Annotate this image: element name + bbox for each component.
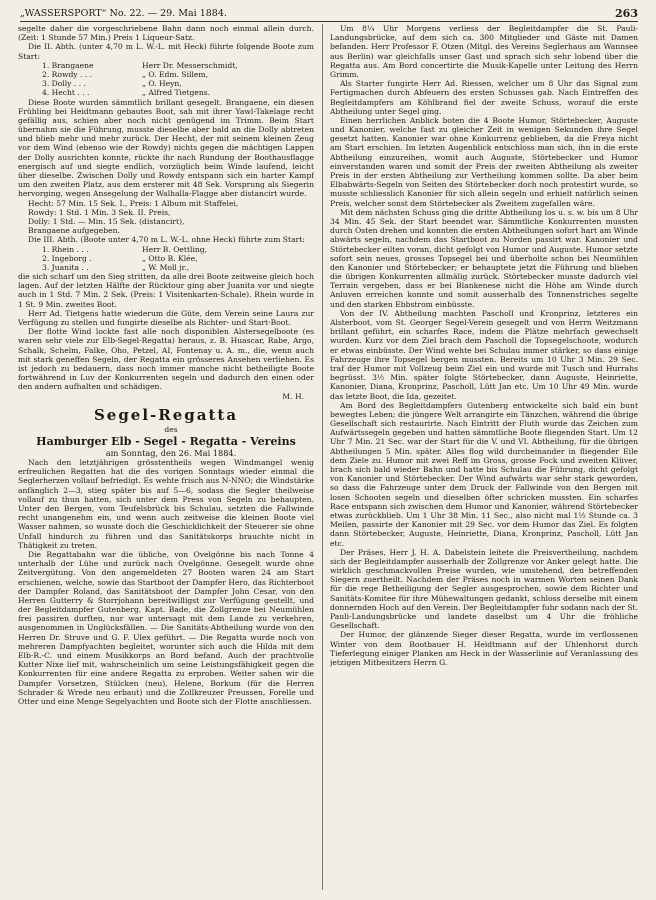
boat-name: 3. Dolly . . . (42, 79, 86, 89)
paragraph: Um 8¼ Uhr Morgens verliess der Begleitdampfer die St. Pauli-Landungsbrücke, auf dem sich ca. 300 Mitglieder und Gäste mit Damen befanden. Herr Professor F. Otzen (Mitgl. des Vereins Seglerhaus am Wannsee aus Berlin) war gleichfalls unser Gast und sprach sich sehr lobend über die Regatta aus. Am Bord concertirte die Musik-Kapelle unter Leitung des Herrn Grimm. (330, 24, 638, 79)
paragraph: Die III. Abth. (Boote unter 4,70 m L. W.-L. ohne Heck) führte zum Start: (28, 235, 305, 245)
left-column (18, 24, 314, 894)
owner-name: Herr B. Oettling, (142, 244, 208, 254)
paragraph: Nach den letztjährigen grösstentheils wegen Windmangel wenig erfreulichen Regatten hat die des vorigen Sonntags wieder einmal die Seglerherzen vollauf befriedigt. Es wehte frisch aus N-NNO; die Windstärke anfänglich 2—3, stieg später bis auf 5—6, sodass die Segler theilweise vollauf zu thun hatten, sich unter dem Press von Segeln zu behaupten. Unter den Bergen, vom Teufelsbrück bis Schulau, setzten die Fallwinde recht unangenehm ein, und wenn auch zeitweise die kleinen Boote viel Wasser nahmen, so wusste doch die Geschicklichkeit der Steuerer sie ohne Unfall hindurch zu führen und das Sanitätskorps brauchte nicht in Thätigkeit zu treten. (18, 458, 314, 550)
paragraph: Als Starter fungirte Herr Ad. Riessen, welcher um 8 Uhr das Signal zum Fertigmachen durch Abfeuern des ersten Schusses gab. Nach Eintreffen des Begleitdampfers am Köhlbrand fiel der zweite Schuss, worauf die erste Abtheilung unter Segel ging. (330, 79, 638, 116)
owner-name: „ O. Heyn, (142, 79, 182, 89)
paragraph: Einen herrlichen Anblick boten die 4 Boote Humor, Störtebecker, Auguste und Kanonier, welche fast zu gleicher Zeit in wenigen Sekunden ihre Segel gesetzt hatten. Kanonier war ohne Konkurrenz geblieben, da die Freya nicht am Start erschien. Im letzten Augenblick entschloss man sich, ihn in die erste Abtheilung einzureihen, womit auch Auguste, Störtebecker und Humor einverstanden waren und somit der Preis der zweiten Abtheilung als zweiter Preis in der ersten Abtheilung zur Vertheilung kommen sollte. Da aber beim Elbabwärts-Segeln von Seiten des Störtebecker doch noch protestirt wurde, so musste schliesslich Kanonier für sich allein segeln und erhielt natürlich seinen Preis, welcher sonst dem Störtebecker als Zweitem zugefallen wäre. (330, 115, 638, 208)
author-signature: M. H. (282, 391, 304, 401)
result-line: Rowdy: 1 Std. 1 Min. 3 Sek. II. Preis, (28, 207, 171, 217)
header-rule (20, 21, 638, 22)
paragraph: Der flotte Wind lockte fast alle noch disponiblen Alstersegelboote (es waren sehr viele zur Elb-Segel-Regatta) heraus, z. B. Huascar, Rabe, Argo, Schalk, Schelm, Falke, Oho, Petzel, AI, Fontenay u. A. m., die, wenn auch mit stark geneffen Segeln, der Regatta ein grösseres Ansehen verliehen. Es ist jedoch zu bedauern, dass noch immer manche nicht betheiligte Boote fortwährend in Luv der Konkurrenten segeln und dadurch den einen oder den andern aufhalten und schädigen. (18, 327, 314, 392)
paragraph: die sich scharf um den Sieg stritten, da alle drei Boote zeitweise gleich hoch lagen. Auf der letzten Hälfte der Rücktour ging aber Juanita vor und siegte auch in 1 Std. 7 Min. 2 Sek. (Preis: 1 Visitenkarten-Schale). Rhein wurde in 1 St. 9 Min. zweites Boot. (18, 272, 314, 309)
page-number: 263 (615, 6, 638, 20)
boat-name: 3. Juanita . . (42, 262, 89, 272)
entry-row (18, 245, 314, 254)
owner-name: „ Alfred Tietgens. (142, 88, 211, 98)
result-line: Hecht: 57 Min. 15 Sek. I., Preis: 1 Album mit Staffelei, (28, 198, 239, 208)
boat-name: 1. Brangaene (42, 60, 94, 70)
result-line: Dolly: 1 Std. — Min. 15 Sek. (distancirt), (28, 216, 185, 226)
owner-name: „ Otto B. Klée, (142, 253, 198, 263)
entry-row (18, 263, 314, 272)
boat-name: 2. Ingeborg . (42, 253, 92, 263)
paragraph: Mit dem nächsten Schuss ging die dritte Abtheilung los u. s. w. bis um 8 Uhr 34 Min. 45 Sek. der Start beendet war. Sämmtliche Konkurrenten mussten durch Osten drehen und konnten die ersten Abtheilungen sofort hart am Winde abwärts segeln, nachdem das Startboot zu Norden passirt war. Kanonier und Störtebecker eilten voran, dicht gefolgt von Humor und Auguste. Humor setzte sofort sein neues, grosses Topsegel bei und überholte schon bei Neumühlen den Kanonier und Störtebecker; er behauptete jetzt die Führung und blieben die übrigen Konkurrenten allmälig zurück. Störtebecker musste dadurch viel Terrain vergeben, dass er bei Blankenese nicht die Höhe am Winde durch Anluven erreichen konnte und somit ausserhalb des Tonnenstriches segelte und den starken Ebbstrom einbüsste. (330, 207, 638, 309)
right-column (330, 24, 638, 894)
paragraph: segelte daher die vorgeschriebene Bahn dann noch einmal allein durch. (Zeit: 1 Stunde 57 Min.) Preis 1 Liqueur-Satz. (18, 24, 314, 43)
paragraph: Diese Boote wurden sämmtlich brillant gesegelt. Brangaene, ein diesen Frühling bei Heidtmann gebautes Boot, sah mit ihrer Yawl-Takelage recht gefällig aus, schien aber noch nicht genügend im Trimm. Beim Start übernahm sie die Führung, musste dieselbe aber bald an die Dolly abtreten und blieb mehr und mehr zurück. Der Hecht, der mit seinem kleinen Zeug vor dem Wind (ebenso wie der Rowdy) nichts gegen die mächtigen Lappen der Dolly ausrichten konnte, rückte ihr nach Rundung der Boothausflagge energisch auf und siegte endlich, vorzüglich beim Winde laufend, leicht über dieselbe. Zwischen Dolly und Rowdy entspann sich ein harter Kampf um den zweiten Platz, aus dem ersterer mit 48 Sek. Vorsprung als Siegerin hervorging, wegen Ansegelung der Walhalla-Flagge aber distancirt wurde. (18, 97, 314, 199)
result-line: Brangaene aufgegeben. (28, 226, 120, 236)
entry-row (18, 70, 314, 79)
boat-name: 1. Rhein . . . (42, 244, 89, 254)
boat-name: 4. Hecht . . . (42, 88, 90, 98)
paragraph: Die Regattabahn war die übliche, von Ovelgönne bis nach Tonne 4 unterhalb der Lühe und zurück nach Ovelgönne. Gesegelt wurde ohne Zeitvergütung. Von den angemeldeten 27 Booten waren 24 am Start erschienen, welche, sowie das Startboot der Dampfer Hero, das Richterboot der Dampfer Roland, das Sanitätsboot der Dampfer John Cesar, von den Herren Gutterry & Storrjohann bereitwilligst zur Verfügung gestellt, und der Begleitdampfer Gutenberg, Kapt. Bade, die Zollgrenze bei Neumühlen frei passiren durften, nur war untersagt mit dem Lande zu verkehren, ausgenommen in Unglücksfällen. — Die Sanitäts-Abtheilung wurde von den Herren Dr. Struve und G. F. Ulex geführt. — Die Regatta wurde noch von mehreren Dampfyachten begleitet, worunter sich auch die Hilda mit dem Elb-R.-C. und einem Musikkorps an Bord befand. Auch der prachtvolle Kutter Nixe lief mit, wahrscheinlich um seine Leistungsfähigkeit gegen die Konkurrenten für eine andere Regatta zu erproben. Weiter sahen wir die Dampfer Vorsetzen, Stülcken (neu), Helene, Borkum (für die Herren Schrader & Wrede neu erbaut) und die Zollkreuzer Preussen, Forelle und Otter und eine Menge Segelyachten und Boote sich der Flotte anschliessen. (18, 549, 314, 706)
paragraph: Herr Ad. Tietgens hatte wiederum die Güte, dem Verein seine Laura zur Verfügung zu stellen und fungirte dieselbe als Richter- und Start-Boot. (18, 308, 314, 327)
section-title: Segel-Regatta (93, 405, 239, 424)
paragraph: Die II. Abth. (unter 4,70 m L. W.-L. mit Heck) führte folgende Boote zum Start: (18, 42, 314, 61)
owner-name: „ O. Edm. Sillem, (142, 69, 208, 79)
paragraph: Der Präses, Herr J. H. A. Dabelstein leitete die Preisvertheilung, nachdem sich der Begleitdampfer ausserhalb der Zollgrenze vor Anker gelegt hatte. Die wirklich geschmackvollen Preise wurden, wie umstehend, den betreffenden Siegern zuertheilt. Nachdem der Präses noch in warmen Worten seinen Dank für die rege Betheiligung der Segler ausgesprochen, sowie dem Richter und Sanitäts-Komitee für ihre Mühewaltungen gedankt, schloss derselbe mit einem donnernden Hoch auf den Verein. Der Begleitdampfer fuhr sodann nach der St. Pauli-Landungsbrücke und landete daselbst um 4 Uhr die fröhliche Gesellschaft. (330, 547, 638, 631)
section-organizer: Hamburger Elb - Segel - Regatta - Vereins (36, 434, 296, 448)
owner-name: Herr Dr. Messerschmidt, (142, 60, 238, 70)
section-des: des (164, 424, 178, 434)
entry-row (18, 61, 314, 70)
entry-row (18, 88, 314, 97)
column-divider (322, 24, 323, 890)
paragraph: Der Humor, der glänzende Sieger dieser Regatta, wurde im verflossenen Winter von dem Bootbauer H. Heidtmann auf der Uhlenhorst durch Tieferlegung einiger Planken am Heck in der Wasserlinie auf Veranlassung des jetzigen Mitbesitzers Herrn G. (330, 630, 638, 667)
paragraph: Von der IV. Abtheilung machten Pascholl und Kronprinz, letzteres ein Alsterboot, vom St. Georger Segel-Verein gesegelt und von Herrn Weitzmann brillant geführt, ein scharfes Race, indem die Plätze mehrfach gewechselt wurden. Kurz vor dem Ziel brach dem Pascholl die Topsegelschoote, wodurch er etwas einbüsste. Der Wind wehte bei Schulau immer stärker, so dass einige Fahrzeuge ihre Topsegel bergen mussten. Bereits um 10 Uhr 3 Min. 29 Sec. traf der Humor mit Vollzeug beim Ziel ein und wurde mit Tusch und Hurrahs begrüsst. 3½ Min. später folgte Störtebecker, dann Auguste, Heinriette, Kanonier, Diana, Kronprinz, Pascholl, Lütt Jan etc. Um 10 Uhr 49 Min. wurde das letzte Boot, die Ida, gezeitet. (330, 308, 638, 401)
owner-name: „ W. Moll jr., (142, 262, 190, 272)
paragraph: Am Bord des Begleitdampfers Gutenberg entwickelte sich bald ein bunt bewegtes Leben; die jüngere Welt arrangirte ein Tänzchen, während die übrige Gesellschaft sich restaurirte. Nach Eintritt der Fluth wurde das Zeichen zum Aufwärtssegeln gegeben und hatten sämmtliche Boote fliegenden Start. Um 12 Uhr 7 Min. 21 Sec. war der Start für die V. und VI. Abtheilung, für die übrigen Abtheilungen 5 Min. später. Alles flog wild durcheinander in fliegender Eile dem Ziele zu. Humor mit zwei Reff im Gross, grosse Fock und zweiten Klüver, brach sich bald wieder Bahn und hatte bis Schulau die Führung, dicht gefolgt von Kanonier und Störtebecker. Der Wind aufwärts war sehr stark geworden, so dass die Fahrzeuge unter dem Druck der Fallwinde von den Bergen mit losen Schooten segeln und dieselben öfter schricken mussten. Ein scharfes Race entspann sich zwischen dem Humor und Kanonier, während Störtebecker etwas zurückblieb. Um 1 Uhr 38 Min. 11 Sec., also nicht mal 1½ Stunde ca. 3 Meilen, passirte der Kanonier mit 29 Sec. vor dem Humor das Ziel. Es folgten dann Störtebecker, Auguste, Heinriette, Diana, Kronprinz, Pascholl, Lütt Jan etc. (330, 400, 638, 548)
entry-row (18, 254, 314, 263)
boat-name: 2. Rowdy . . . (42, 69, 93, 79)
entry-row (18, 79, 314, 88)
page-header (20, 6, 638, 20)
section-date: am Sonntag, den 26. Mai 1884. (105, 447, 237, 458)
running-title: „WASSERSPORT“ No. 22. — 29. Mai 1884. (20, 7, 227, 19)
